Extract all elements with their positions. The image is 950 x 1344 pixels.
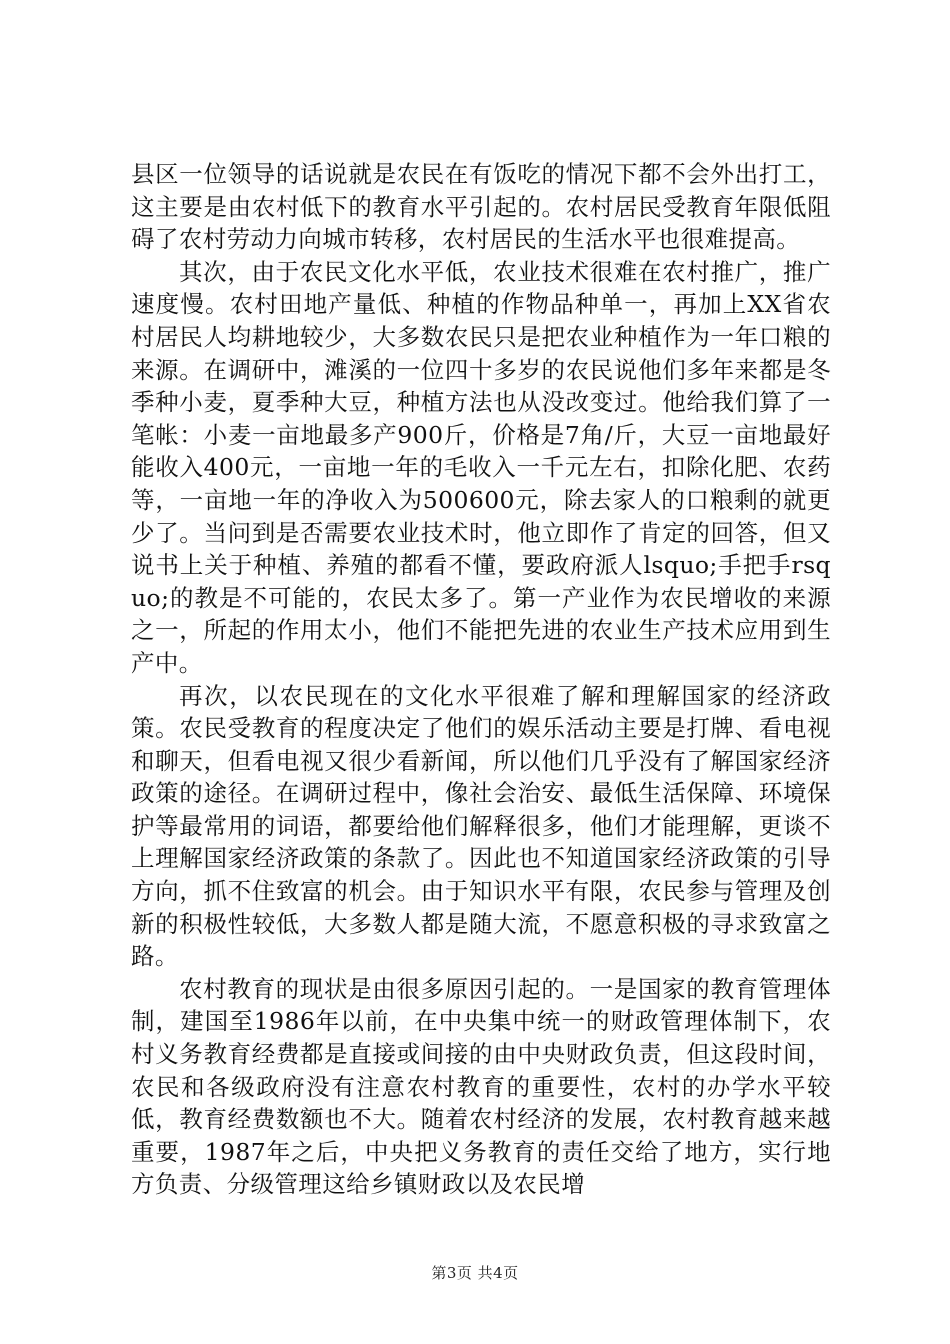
page-footer: 第3页 共4页 <box>431 1264 519 1282</box>
paragraph-continuation: 县区一位领导的话说就是农民在有饭吃的情况下都不会外出打工，这主要是由农村低下的教育水平引起的。农村居民受教育年限低阻碍了农村劳动力向城市转移，农村居民的生活水平也很难提高。 <box>131 160 831 254</box>
paragraph-education-causes: 农村教育的现状是由很多原因引起的。一是国家的教育管理体制，建国至1986年以前，在中央集中统一的财政管理体制下，农村义务教育经费都是直接或间接的由中央财政负责，但这段时间，农民和各级政府没有注意农村教育的重要性，农村的办学水平较低，教育经费数额也不大。随着农村经济的发展，农村教育越来越重要，1987年之后，中央把义务教育的责任交给了地方，实行地方负责、分级管理这给乡镇财政以及农民增 <box>131 974 831 1199</box>
document-body <box>131 158 831 1201</box>
paragraph-third-reason: 再次，以农民现在的文化水平很难了解和理解国家的经济政策。农民受教育的程度决定了他们的娱乐活动主要是打牌、看电视和聊天，但看电视又很少看新闻，所以他们几乎没有了解国家经济政策的途径。在调研过程中，像社会治安、最低生活保障、环境保护等最常用的词语，都要给他们解释很多，他们才能理解，更谈不上理解国家经济政策的条款了。因此也不知道国家经济政策的引导方向，抓不住致富的机会。由于知识水平有限，农民参与管理及创新的积极性较低，大多数人都是随大流，不愿意积极的寻求致富之路。 <box>131 681 831 971</box>
paragraph-second-reason: 其次，由于农民文化水平低，农业技术很难在农村推广，推广速度慢。农村田地产量低、种植的作物品种单一，再加上XX省农村居民人均耕地较少，大多数农民只是把农业种植作为一年口粮的来源。在调研中，滩溪的一位四十多岁的农民说他们多年来都是冬季种小麦，夏季种大豆，种植方法也从没改变过。他给我们算了一笔帐：小麦一亩地最多产900斤，价格是7角/斤，大豆一亩地最好能收入400元，一亩地一年的毛收入一千元左右，扣除化肥、农药等，一亩地一年的净收入为500600元，除去家人的口粮剩的就更少了。当问到是否需要农业技术时，他立即作了肯定的回答，但又说书上关于种植、养殖的都看不懂，要政府派人lsquo;手把手rsquo;的教是不可能的，农民太多了。第一产业作为农民增收的来源之一，所起的作用太小，他们不能把先进的农业生产技术应用到生产中。 <box>131 257 831 677</box>
